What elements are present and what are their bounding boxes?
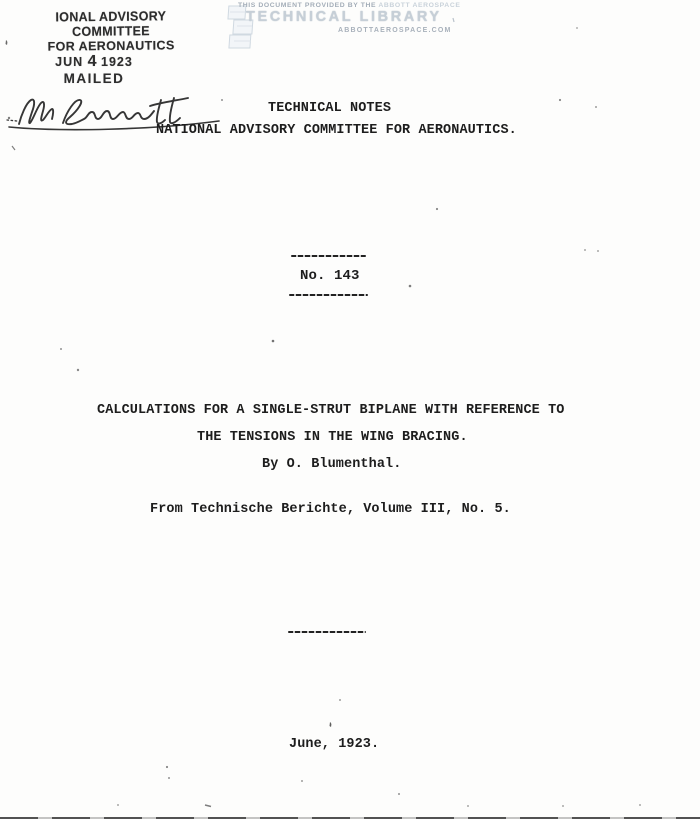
mail-month: JUN xyxy=(55,55,84,69)
mail-year: 1923 xyxy=(101,55,133,69)
mid-separator-rule xyxy=(288,631,366,633)
mail-day: 4 xyxy=(87,53,97,70)
source-line: From Technische Berichte, Volume III, No. 5. xyxy=(150,502,511,517)
title-line-1: CALCULATIONS FOR A SINGLE-STRUT BIPLANE WITH REFERENCE TO xyxy=(97,403,565,418)
watermark-prefix: THIS DOCUMENT PROVIDED BY THE xyxy=(238,2,379,9)
received-stamp-line1: IONAL ADVISORY COMMITTEE xyxy=(55,8,167,40)
watermark-library-title: TECHNICAL LIBRARY xyxy=(246,9,442,25)
received-stamp-line2: FOR AERONAUTICS xyxy=(47,38,175,54)
mailed-label: MAILED xyxy=(63,71,125,86)
series-title: TECHNICAL NOTES xyxy=(268,101,392,116)
received-stamp xyxy=(22,9,200,54)
mail-date-line xyxy=(44,53,144,71)
watermark-domain: ABBOTTAEROSPACE.COM xyxy=(338,27,452,34)
mail-date-stamp xyxy=(44,53,144,86)
note-number: No. 143 xyxy=(300,268,360,284)
rule-above-number xyxy=(291,255,366,257)
rule-below-number xyxy=(289,294,368,296)
watermark-provided-line xyxy=(238,2,460,9)
byline: By O. Blumenthal. xyxy=(262,457,402,472)
publication-date: June, 1923. xyxy=(289,737,380,752)
title-line-2: THE TENSIONS IN THE WING BRACING. xyxy=(197,430,468,445)
watermark-provider: ABBOTT AEROSPACE xyxy=(378,2,461,9)
organization-line: NATIONAL ADVISORY COMMITTEE FOR AERONAUTICS. xyxy=(156,123,517,138)
library-watermark xyxy=(226,1,466,51)
